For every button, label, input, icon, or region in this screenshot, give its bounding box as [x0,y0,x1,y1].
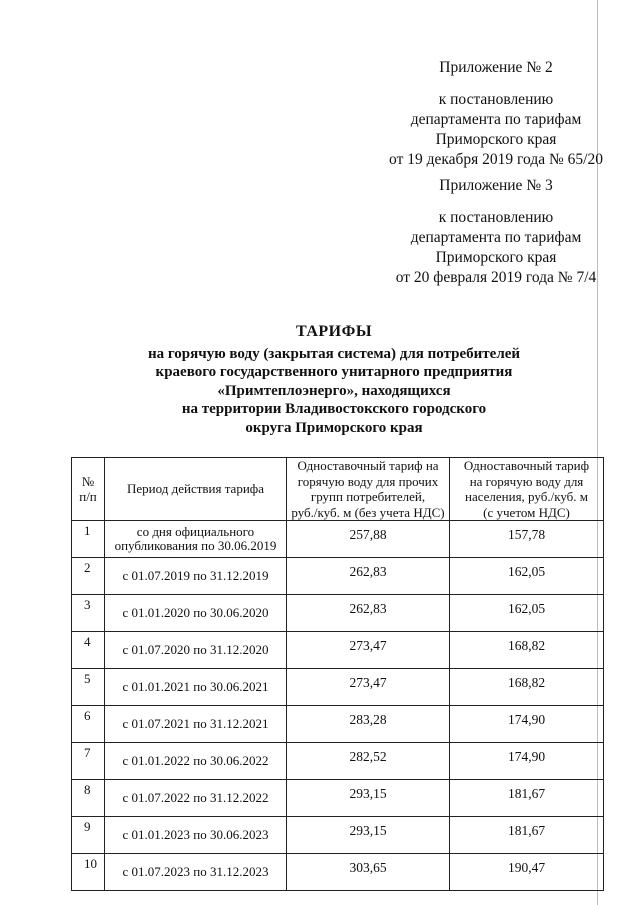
row-period: с 01.07.2019 по 31.12.2019 [105,558,287,595]
row-period [105,521,287,558]
header-tariff-population-line: (с учетом НДС) [483,504,570,520]
row-period: с 01.07.2023 по 31.12.2023 [105,854,287,891]
row-tariff-population: 174,90 [450,743,604,780]
header-tariff-other-line: групп потребителей, [310,489,426,504]
row-period: с 01.01.2020 по 30.06.2020 [105,595,287,632]
row-tariff-other: 257,88 [287,521,450,558]
appendix-2-line: Приморского края [435,131,557,148]
row-tariff-other: 262,83 [287,595,450,632]
appendix-2-line: департамента по тарифам [410,111,582,128]
row-tariff-other: 273,47 [287,632,450,669]
table-row [72,669,604,706]
row-period: с 01.07.2021 по 31.12.2021 [105,706,287,743]
header-period [105,458,287,521]
document-title-line: «Примтеплоэнерго», находящихся [217,382,451,399]
appendix-2-line: к постановлению [438,91,554,108]
row-tariff-population: 190,47 [450,854,604,891]
header-tariff-population-line: Одноставочный тариф [463,458,590,473]
table-row [72,706,604,743]
header-num [72,458,105,521]
row-tariff-other: 282,52 [287,743,450,780]
row-tariff-population: 162,05 [450,595,604,632]
table-row [72,521,604,558]
header-period-label: Период действия тарифа [127,481,264,497]
document-title-line: на территории Владивостокского городского [181,401,487,417]
table-row [72,632,604,669]
table-row [72,743,604,780]
row-tariff-other: 293,15 [287,817,450,854]
document-title-line: на горячую воду (закрытая система) для потребителей [147,345,521,362]
row-period: с 01.07.2022 по 31.12.2022 [105,780,287,817]
header-tariff-population-line: населения, руб./куб. м [464,489,588,504]
row-tariff-population: 168,82 [450,632,604,669]
table-row [72,780,604,817]
header-tariff-population-line: на горячую воду для [469,473,584,489]
row-number: 7 [72,743,105,780]
header-tariff-other [287,458,450,521]
row-period-line: со дня официального [136,524,255,539]
row-tariff-other: 262,83 [287,558,450,595]
row-tariff-population: 157,78 [450,521,604,558]
appendix-3-line: Приморского края [435,249,557,266]
document-title-line: округа Приморского края [245,419,423,436]
row-tariff-other: 283,28 [287,706,450,743]
table-row [72,558,604,595]
row-tariff-population: 168,82 [450,669,604,706]
row-number: 9 [72,817,105,854]
row-number: 1 [72,521,105,558]
document-title [60,323,608,437]
row-number: 10 [72,854,105,891]
table-row [72,595,604,632]
header-num-line: № [81,473,95,489]
appendix-2-line: от 19 декабря 2019 года № 65/20 [389,151,603,168]
row-number: 2 [72,558,105,595]
row-number: 8 [72,780,105,817]
row-tariff-population: 162,05 [450,558,604,595]
appendix-3-line: к постановлению [438,209,554,226]
table-row [72,854,604,891]
document-title-main: ТАРИФЫ [295,323,373,340]
tariff-table [71,457,604,891]
row-tariff-other: 293,15 [287,780,450,817]
row-period-line: опубликования по 30.06.2019 [114,538,277,553]
row-period: с 01.01.2022 по 30.06.2022 [105,743,287,780]
table-header-row [72,458,604,521]
row-number: 3 [72,595,105,632]
row-number: 4 [72,632,105,669]
appendix-2-block [385,58,607,170]
row-number: 5 [72,669,105,706]
header-tariff-other-line: Одноставочный тариф на [297,458,439,473]
appendix-3-line: департамента по тарифам [410,229,582,246]
row-number: 6 [72,706,105,743]
row-tariff-population: 181,67 [450,817,604,854]
header-tariff-other-line: руб./куб. м (без учета НДС) [291,504,445,520]
row-period: с 01.01.2023 по 30.06.2023 [105,817,287,854]
row-period: с 01.01.2021 по 30.06.2021 [105,669,287,706]
row-tariff-population: 174,90 [450,706,604,743]
row-period: с 01.07.2020 по 31.12.2020 [105,632,287,669]
appendix-3-line: от 20 февраля 2019 года № 7/4 [395,269,597,286]
header-num-line: п/п [79,489,97,504]
appendix-2-title: Приложение № 2 [439,59,553,76]
table-row [72,817,604,854]
row-tariff-other: 273,47 [287,669,450,706]
header-tariff-population [450,458,604,521]
document-title-line: краевого государственного унитарного предприятия [155,364,513,380]
appendix-3-title: Приложение № 3 [439,177,553,194]
row-tariff-other: 303,65 [287,854,450,891]
row-tariff-population: 181,67 [450,780,604,817]
appendix-3-block [385,176,607,288]
header-tariff-other-line: горячую воду для прочих [297,473,439,489]
